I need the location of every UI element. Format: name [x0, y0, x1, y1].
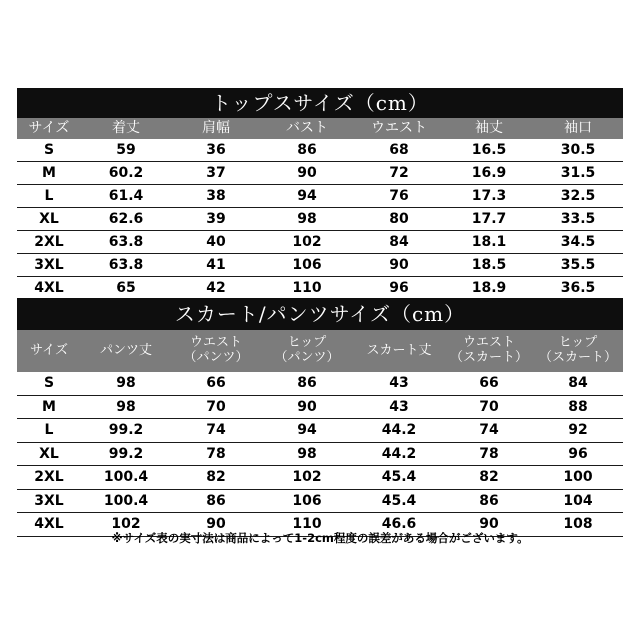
measurement-cell: 43 [389, 398, 409, 415]
table-row [17, 231, 623, 254]
tops-header-cell: 着丈 [112, 120, 140, 137]
measurement-cell: 88 [568, 398, 588, 415]
measurement-cell: 45.4 [381, 492, 417, 509]
bottoms-header-label: サイズ [30, 342, 68, 358]
bottoms-size-table [17, 298, 623, 537]
tops-header-cell: サイズ [28, 120, 70, 137]
measurement-cell: 18.9 [471, 280, 507, 296]
bottoms-header-label: ウエスト [462, 335, 515, 351]
measurement-cell: 102 [292, 469, 322, 486]
measurement-cell: 104 [563, 492, 593, 509]
measurement-cell: 110 [292, 280, 322, 296]
measurement-cell: 86 [206, 492, 226, 509]
measurement-cell: 37 [206, 165, 226, 181]
bottoms-table-body [17, 372, 623, 537]
measurement-cell: 74 [206, 422, 226, 439]
measurement-cell: 108 [563, 516, 593, 533]
measurement-cell: 65 [116, 280, 136, 296]
measurement-cell: 90 [479, 516, 499, 533]
bottoms-header-label: （スカート） [538, 350, 617, 365]
measurement-cell: 70 [479, 398, 499, 415]
measurement-cell: 110 [292, 516, 322, 533]
measurement-cell: 43 [389, 375, 409, 392]
measurement-cell: 82 [206, 469, 226, 486]
measurement-cell: 61.4 [108, 188, 144, 204]
table-row [17, 443, 623, 467]
bottoms-header-label: パンツ丈 [99, 342, 152, 358]
size-label-cell: S [43, 375, 55, 392]
measurement-cell: 90 [297, 165, 317, 181]
measurement-cell: 80 [389, 211, 409, 227]
tops-header-cell: 袖口 [564, 120, 592, 137]
measurement-cell: 33.5 [560, 211, 596, 227]
measurement-cell: 99.2 [108, 422, 144, 439]
measurement-cell: 44.2 [381, 445, 417, 462]
size-label-cell: 4XL [34, 280, 64, 296]
size-label-cell: M [42, 398, 56, 415]
size-label-cell: S [43, 142, 55, 158]
bottoms-header-cell [533, 330, 623, 372]
size-label-cell: 3XL [34, 257, 64, 273]
measurement-cell: 17.3 [471, 188, 507, 204]
size-label-cell: L [44, 188, 54, 204]
measurement-cell: 96 [389, 280, 409, 296]
measurement-cell: 39 [206, 211, 226, 227]
size-label-cell: 2XL [34, 469, 64, 486]
size-disclaimer-note: ※サイズ表の実寸法は商品によって1-2cm程度の誤差がある場合がございます。 [111, 531, 529, 545]
measurement-cell: 84 [568, 375, 588, 392]
bottoms-header-cell [81, 330, 171, 372]
measurement-cell: 100.4 [103, 469, 149, 486]
measurement-cell: 74 [479, 422, 499, 439]
table-row [17, 466, 623, 490]
measurement-cell: 36 [206, 142, 226, 158]
measurement-cell: 44.2 [381, 422, 417, 439]
bottoms-header-label: ヒップ [558, 335, 598, 351]
measurement-cell: 45.4 [381, 469, 417, 486]
measurement-cell: 32.5 [560, 188, 596, 204]
measurement-cell: 72 [389, 165, 409, 181]
tops-header-row [17, 118, 623, 139]
table-row [17, 372, 623, 396]
measurement-cell: 106 [292, 257, 322, 273]
measurement-cell: 102 [111, 516, 141, 533]
bottoms-header-cell [261, 330, 353, 372]
measurement-cell: 31.5 [560, 165, 596, 181]
tops-table-title: トップスサイズ（cm） [17, 88, 623, 118]
bottoms-header-row [17, 330, 623, 372]
tops-header-cell: バスト [286, 120, 328, 137]
measurement-cell: 99.2 [108, 445, 144, 462]
measurement-cell: 90 [297, 398, 317, 415]
size-label-cell: 4XL [34, 516, 64, 533]
measurement-cell: 102 [292, 234, 322, 250]
measurement-cell: 35.5 [560, 257, 596, 273]
measurement-cell: 84 [389, 234, 409, 250]
measurement-cell: 92 [568, 422, 588, 439]
measurement-cell: 62.6 [108, 211, 144, 227]
bottoms-table-title: スカート/パンツサイズ（cm） [17, 298, 623, 330]
bottoms-header-cell [353, 330, 445, 372]
measurement-cell: 41 [206, 257, 226, 273]
bottoms-header-cell [17, 330, 81, 372]
measurement-cell: 98 [297, 211, 317, 227]
measurement-cell: 70 [206, 398, 226, 415]
measurement-cell: 76 [389, 188, 409, 204]
measurement-cell: 78 [479, 445, 499, 462]
size-label-cell: L [44, 422, 54, 439]
measurement-cell: 78 [206, 445, 226, 462]
table-row [17, 254, 623, 277]
table-row [17, 185, 623, 208]
measurement-cell: 86 [479, 492, 499, 509]
size-label-cell: 2XL [34, 234, 64, 250]
table-row [17, 419, 623, 443]
measurement-cell: 66 [479, 375, 499, 392]
measurement-cell: 82 [479, 469, 499, 486]
table-row [17, 139, 623, 162]
bottoms-header-label: ヒップ [287, 335, 327, 351]
tops-header-cell: 肩幅 [202, 120, 230, 137]
tops-header-cell: 袖丈 [475, 120, 503, 137]
measurement-cell: 42 [206, 280, 226, 296]
table-row [17, 490, 623, 514]
table-row [17, 208, 623, 231]
bottoms-header-label: （パンツ） [183, 350, 249, 365]
bottoms-header-label: （スカート） [449, 350, 528, 365]
measurement-cell: 18.5 [471, 257, 507, 273]
bottoms-header-label: （パンツ） [274, 350, 340, 365]
measurement-cell: 40 [206, 234, 226, 250]
measurement-cell: 17.7 [471, 211, 507, 227]
measurement-cell: 36.5 [560, 280, 596, 296]
measurement-cell: 59 [116, 142, 136, 158]
size-label-cell: M [42, 165, 56, 181]
measurement-cell: 86 [297, 142, 317, 158]
measurement-cell: 66 [206, 375, 226, 392]
measurement-cell: 94 [297, 422, 317, 439]
measurement-cell: 100 [563, 469, 593, 486]
measurement-cell: 94 [297, 188, 317, 204]
size-label-cell: XL [39, 211, 59, 227]
measurement-cell: 16.5 [471, 142, 507, 158]
measurement-cell: 30.5 [560, 142, 596, 158]
table-row [17, 162, 623, 185]
bottoms-header-label: スカート丈 [366, 342, 432, 358]
measurement-cell: 86 [297, 375, 317, 392]
measurement-cell: 34.5 [560, 234, 596, 250]
tops-size-table [17, 88, 623, 300]
tops-header-cell: ウエスト [371, 120, 427, 137]
measurement-cell: 60.2 [108, 165, 144, 181]
measurement-cell: 98 [116, 398, 136, 415]
measurement-cell: 16.9 [471, 165, 507, 181]
bottoms-header-cell [171, 330, 261, 372]
measurement-cell: 90 [389, 257, 409, 273]
table-row [17, 277, 623, 300]
tops-table-body [17, 139, 623, 300]
measurement-cell: 100.4 [103, 492, 149, 509]
measurement-cell: 68 [389, 142, 409, 158]
table-row [17, 396, 623, 420]
measurement-cell: 63.8 [108, 234, 144, 250]
measurement-cell: 98 [297, 445, 317, 462]
measurement-cell: 98 [116, 375, 136, 392]
measurement-cell: 63.8 [108, 257, 144, 273]
bottoms-header-label: ウエスト [189, 335, 242, 351]
measurement-cell: 38 [206, 188, 226, 204]
measurement-cell: 18.1 [471, 234, 507, 250]
measurement-cell: 96 [568, 445, 588, 462]
bottoms-header-cell [445, 330, 533, 372]
size-label-cell: 3XL [34, 492, 64, 509]
measurement-cell: 90 [206, 516, 226, 533]
size-label-cell: XL [39, 445, 59, 462]
measurement-cell: 106 [292, 492, 322, 509]
measurement-cell: 46.6 [381, 516, 417, 533]
